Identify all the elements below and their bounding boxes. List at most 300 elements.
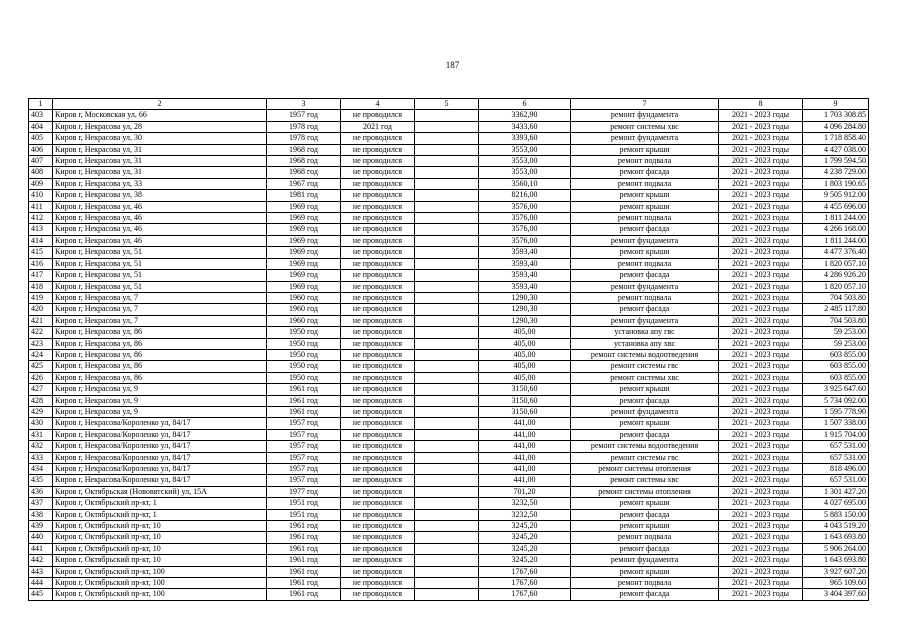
- table-row: [29, 566, 869, 577]
- reserved-cell: [415, 178, 479, 189]
- last-repair-year-cell: не проводился: [341, 509, 415, 520]
- address-cell: Киров г, Некрасова ул, 30: [53, 133, 267, 144]
- work-type-cell: ремонт крыши: [571, 498, 719, 509]
- period-cell: 2021 - 2023 годы: [719, 555, 803, 566]
- row-number-cell: 406: [29, 144, 53, 155]
- period-cell: 2021 - 2023 годы: [719, 235, 803, 246]
- row-number-cell: 427: [29, 384, 53, 395]
- cost-cell: 1 301 427.20: [803, 486, 869, 497]
- work-type-cell: установка апу гвс: [571, 327, 719, 338]
- area-cell: 3560,10: [479, 178, 571, 189]
- cost-cell: 1 803 190.65: [803, 178, 869, 189]
- table-row: [29, 498, 869, 509]
- row-number-cell: 412: [29, 213, 53, 224]
- last-repair-year-cell: не проводился: [341, 475, 415, 486]
- area-cell: 405,00: [479, 338, 571, 349]
- period-cell: 2021 - 2023 годы: [719, 464, 803, 475]
- row-number-cell: 437: [29, 498, 53, 509]
- work-type-cell: ремонт крыши: [571, 418, 719, 429]
- last-repair-year-cell: не проводился: [341, 327, 415, 338]
- table-row: [29, 464, 869, 475]
- work-type-cell: установка апу хвс: [571, 338, 719, 349]
- period-cell: 2021 - 2023 годы: [719, 270, 803, 281]
- address-cell: Киров г, Некрасова ул, 86: [53, 372, 267, 383]
- period-cell: 2021 - 2023 годы: [719, 133, 803, 144]
- build-year-cell: 1961 год: [267, 384, 341, 395]
- address-cell: Киров г, Некрасова/Короленко ул, 84/17: [53, 418, 267, 429]
- build-year-cell: 1957 год: [267, 110, 341, 121]
- reserved-cell: [415, 144, 479, 155]
- work-type-cell: ремонт фундамента: [571, 133, 719, 144]
- table-row: [29, 361, 869, 372]
- table-row: [29, 315, 869, 326]
- work-type-cell: ремонт фасада: [571, 395, 719, 406]
- build-year-cell: 1969 год: [267, 258, 341, 269]
- build-year-cell: 1961 год: [267, 532, 341, 543]
- address-cell: Киров г, Некрасова ул, 7: [53, 304, 267, 315]
- row-number-cell: 435: [29, 475, 53, 486]
- area-cell: 3150,60: [479, 384, 571, 395]
- work-type-cell: ремонт крыши: [571, 201, 719, 212]
- build-year-cell: 1960 год: [267, 304, 341, 315]
- row-number-cell: 436: [29, 486, 53, 497]
- work-type-cell: ремонт фундамента: [571, 315, 719, 326]
- build-year-cell: 1950 год: [267, 372, 341, 383]
- row-number-cell: 443: [29, 566, 53, 577]
- area-cell: 3553,00: [479, 156, 571, 167]
- reserved-cell: [415, 201, 479, 212]
- cost-cell: 1 703 308.85: [803, 110, 869, 121]
- cost-cell: 5 883 150.00: [803, 509, 869, 520]
- period-cell: 2021 - 2023 годы: [719, 201, 803, 212]
- work-type-cell: ремонт крыши: [571, 521, 719, 532]
- reserved-cell: [415, 258, 479, 269]
- row-number-cell: 444: [29, 578, 53, 589]
- period-cell: 2021 - 2023 годы: [719, 327, 803, 338]
- area-cell: 3593,40: [479, 281, 571, 292]
- table-row: [29, 213, 869, 224]
- row-number-cell: 428: [29, 395, 53, 406]
- address-cell: Киров г, Октябрьский пр-кт, 1: [53, 498, 267, 509]
- last-repair-year-cell: не проводился: [341, 498, 415, 509]
- reserved-cell: [415, 338, 479, 349]
- reserved-cell: [415, 372, 479, 383]
- period-cell: 2021 - 2023 годы: [719, 452, 803, 463]
- cost-cell: 704 503.80: [803, 315, 869, 326]
- address-cell: Киров г, Некрасова/Короленко ул, 84/17: [53, 429, 267, 440]
- reserved-cell: [415, 509, 479, 520]
- row-number-cell: 414: [29, 235, 53, 246]
- address-cell: Киров г, Некрасова ул, 7: [53, 315, 267, 326]
- work-type-cell: ремонт системы отопления: [571, 464, 719, 475]
- work-type-cell: ремонт крыши: [571, 144, 719, 155]
- table-row: [29, 429, 869, 440]
- cost-cell: 1 643 693.80: [803, 532, 869, 543]
- work-type-cell: ремонт фасада: [571, 270, 719, 281]
- row-number-cell: 418: [29, 281, 53, 292]
- table-row: [29, 543, 869, 554]
- cost-cell: 657 531.00: [803, 452, 869, 463]
- build-year-cell: 1961 год: [267, 578, 341, 589]
- row-number-cell: 415: [29, 247, 53, 258]
- table-row: [29, 258, 869, 269]
- row-number-cell: 434: [29, 464, 53, 475]
- reserved-cell: [415, 589, 479, 600]
- table-row: [29, 532, 869, 543]
- area-cell: 441,00: [479, 464, 571, 475]
- build-year-cell: 1969 год: [267, 270, 341, 281]
- last-repair-year-cell: не проводился: [341, 589, 415, 600]
- row-number-cell: 420: [29, 304, 53, 315]
- work-type-cell: ремонт подвала: [571, 292, 719, 303]
- reserved-cell: [415, 327, 479, 338]
- work-type-cell: ремонт системы хвс: [571, 372, 719, 383]
- area-cell: 3150,60: [479, 395, 571, 406]
- cost-cell: 4 266 168.00: [803, 224, 869, 235]
- row-number-cell: 409: [29, 178, 53, 189]
- area-cell: 1290,30: [479, 292, 571, 303]
- cost-cell: 603 855.00: [803, 372, 869, 383]
- cost-cell: 704 503.80: [803, 292, 869, 303]
- period-cell: 2021 - 2023 годы: [719, 110, 803, 121]
- table-row: [29, 167, 869, 178]
- table-row: [29, 349, 869, 360]
- address-cell: Киров г, Некрасова/Короленко ул, 84/17: [53, 464, 267, 475]
- address-cell: Киров г, Некрасова ул, 86: [53, 361, 267, 372]
- cost-cell: 5 734 092.00: [803, 395, 869, 406]
- address-cell: Киров г, Некрасова ул, 51: [53, 258, 267, 269]
- last-repair-year-cell: не проводился: [341, 532, 415, 543]
- last-repair-year-cell: не проводился: [341, 224, 415, 235]
- build-year-cell: 1969 год: [267, 235, 341, 246]
- cost-cell: 3 404 397.60: [803, 589, 869, 600]
- work-type-cell: ремонт системы гвс: [571, 452, 719, 463]
- address-cell: Киров г, Некрасова ул, 28: [53, 121, 267, 132]
- address-cell: Киров г, Некрасова ул, 9: [53, 406, 267, 417]
- build-year-cell: 1961 год: [267, 543, 341, 554]
- row-number-cell: 417: [29, 270, 53, 281]
- address-cell: Киров г, Некрасова ул, 46: [53, 201, 267, 212]
- cost-cell: 1 799 594.50: [803, 156, 869, 167]
- period-cell: 2021 - 2023 годы: [719, 441, 803, 452]
- column-number-6: 6: [479, 99, 571, 110]
- period-cell: 2021 - 2023 годы: [719, 315, 803, 326]
- table-row: [29, 281, 869, 292]
- area-cell: 3245,20: [479, 543, 571, 554]
- build-year-cell: 1950 год: [267, 327, 341, 338]
- row-number-cell: 441: [29, 543, 53, 554]
- build-year-cell: 1968 год: [267, 156, 341, 167]
- reserved-cell: [415, 521, 479, 532]
- address-cell: Киров г, Некрасова ул, 86: [53, 338, 267, 349]
- period-cell: 2021 - 2023 годы: [719, 395, 803, 406]
- last-repair-year-cell: не проводился: [341, 452, 415, 463]
- reserved-cell: [415, 190, 479, 201]
- period-cell: 2021 - 2023 годы: [719, 292, 803, 303]
- build-year-cell: 1969 год: [267, 213, 341, 224]
- cost-cell: 3 927 607.20: [803, 566, 869, 577]
- build-year-cell: 1969 год: [267, 247, 341, 258]
- row-number-cell: 413: [29, 224, 53, 235]
- period-cell: 2021 - 2023 годы: [719, 178, 803, 189]
- cost-cell: 1 595 778.90: [803, 406, 869, 417]
- table-row: [29, 190, 869, 201]
- period-cell: 2021 - 2023 годы: [719, 372, 803, 383]
- area-cell: 3576,00: [479, 213, 571, 224]
- last-repair-year-cell: не проводился: [341, 304, 415, 315]
- address-cell: Киров г, Некрасова ул, 86: [53, 349, 267, 360]
- last-repair-year-cell: не проводился: [341, 555, 415, 566]
- reserved-cell: [415, 384, 479, 395]
- period-cell: 2021 - 2023 годы: [719, 190, 803, 201]
- last-repair-year-cell: не проводился: [341, 167, 415, 178]
- table-row: [29, 509, 869, 520]
- reserved-cell: [415, 270, 479, 281]
- reserved-cell: [415, 441, 479, 452]
- build-year-cell: 1978 год: [267, 133, 341, 144]
- row-number-cell: 433: [29, 452, 53, 463]
- period-cell: 2021 - 2023 годы: [719, 384, 803, 395]
- build-year-cell: 1961 год: [267, 555, 341, 566]
- column-number-5: 5: [415, 99, 479, 110]
- reserved-cell: [415, 235, 479, 246]
- area-cell: 3553,00: [479, 144, 571, 155]
- area-cell: 441,00: [479, 429, 571, 440]
- reserved-cell: [415, 167, 479, 178]
- address-cell: Киров г, Некрасова ул, 9: [53, 384, 267, 395]
- build-year-cell: 1951 год: [267, 509, 341, 520]
- table-row: [29, 270, 869, 281]
- table-row: [29, 578, 869, 589]
- build-year-cell: 1960 год: [267, 292, 341, 303]
- table-row: [29, 395, 869, 406]
- area-cell: 441,00: [479, 452, 571, 463]
- period-cell: 2021 - 2023 годы: [719, 509, 803, 520]
- area-cell: 3433,60: [479, 121, 571, 132]
- row-number-cell: 424: [29, 349, 53, 360]
- period-cell: 2021 - 2023 годы: [719, 429, 803, 440]
- reserved-cell: [415, 555, 479, 566]
- work-type-cell: ремонт фасада: [571, 589, 719, 600]
- table-row: [29, 418, 869, 429]
- address-cell: Киров г, Октябрьский пр-кт, 100: [53, 578, 267, 589]
- row-number-cell: 411: [29, 201, 53, 212]
- build-year-cell: 1961 год: [267, 521, 341, 532]
- cost-cell: 965 109.60: [803, 578, 869, 589]
- last-repair-year-cell: не проводился: [341, 372, 415, 383]
- period-cell: 2021 - 2023 годы: [719, 247, 803, 258]
- work-type-cell: ремонт фундамента: [571, 235, 719, 246]
- row-number-cell: 442: [29, 555, 53, 566]
- table-row: [29, 224, 869, 235]
- last-repair-year-cell: не проводился: [341, 521, 415, 532]
- work-type-cell: ремонт крыши: [571, 384, 719, 395]
- reserved-cell: [415, 395, 479, 406]
- address-cell: Киров г, Некрасова ул, 86: [53, 327, 267, 338]
- last-repair-year-cell: не проводился: [341, 133, 415, 144]
- table-row: [29, 121, 869, 132]
- work-type-cell: ремонт системы отопления: [571, 486, 719, 497]
- last-repair-year-cell: не проводился: [341, 201, 415, 212]
- work-type-cell: ремонт фасада: [571, 304, 719, 315]
- row-number-cell: 445: [29, 589, 53, 600]
- cost-cell: 603 855.00: [803, 361, 869, 372]
- row-number-cell: 408: [29, 167, 53, 178]
- area-cell: 441,00: [479, 475, 571, 486]
- address-cell: Киров г, Октябрьская (Нововятский) ул, 15А: [53, 486, 267, 497]
- last-repair-year-cell: не проводился: [341, 384, 415, 395]
- build-year-cell: 1957 год: [267, 464, 341, 475]
- area-cell: 701,20: [479, 486, 571, 497]
- cost-cell: 4 238 729.00: [803, 167, 869, 178]
- last-repair-year-cell: не проводился: [341, 292, 415, 303]
- reserved-cell: [415, 361, 479, 372]
- work-type-cell: ремонт фасада: [571, 224, 719, 235]
- table-row: [29, 441, 869, 452]
- reserved-cell: [415, 486, 479, 497]
- work-type-cell: ремонт подвала: [571, 178, 719, 189]
- cost-cell: 2 485 117.80: [803, 304, 869, 315]
- cost-cell: 4 043 519.20: [803, 521, 869, 532]
- column-number-1: 1: [29, 99, 53, 110]
- capital-repair-table: [28, 98, 869, 601]
- address-cell: Киров г, Некрасова ул, 9: [53, 395, 267, 406]
- area-cell: 3393,60: [479, 133, 571, 144]
- area-cell: 3576,00: [479, 224, 571, 235]
- area-cell: 3245,20: [479, 555, 571, 566]
- page-number: 187: [445, 60, 460, 70]
- reserved-cell: [415, 578, 479, 589]
- table-row: [29, 589, 869, 600]
- address-cell: Киров г, Некрасова ул, 7: [53, 292, 267, 303]
- reserved-cell: [415, 224, 479, 235]
- cost-cell: 657 531.00: [803, 441, 869, 452]
- last-repair-year-cell: не проводился: [341, 110, 415, 121]
- cost-cell: 1 915 704.00: [803, 429, 869, 440]
- cost-cell: 59 253.00: [803, 327, 869, 338]
- cost-cell: 1 811 244.00: [803, 213, 869, 224]
- work-type-cell: ремонт фасада: [571, 543, 719, 554]
- build-year-cell: 1967 год: [267, 178, 341, 189]
- period-cell: 2021 - 2023 годы: [719, 406, 803, 417]
- address-cell: Киров г, Октябрьский пр-кт, 10: [53, 543, 267, 554]
- build-year-cell: 1969 год: [267, 201, 341, 212]
- cost-cell: 9 505 912.00: [803, 190, 869, 201]
- table-row: [29, 304, 869, 315]
- reserved-cell: [415, 543, 479, 554]
- row-number-cell: 426: [29, 372, 53, 383]
- reserved-cell: [415, 213, 479, 224]
- area-cell: 405,00: [479, 372, 571, 383]
- table-row: [29, 178, 869, 189]
- reserved-cell: [415, 292, 479, 303]
- area-cell: 3593,40: [479, 270, 571, 281]
- last-repair-year-cell: не проводился: [341, 190, 415, 201]
- period-cell: 2021 - 2023 годы: [719, 498, 803, 509]
- address-cell: Киров г, Октябрьский пр-кт, 10: [53, 521, 267, 532]
- last-repair-year-cell: не проводился: [341, 338, 415, 349]
- last-repair-year-cell: не проводился: [341, 315, 415, 326]
- build-year-cell: 1977 год: [267, 486, 341, 497]
- row-number-cell: 407: [29, 156, 53, 167]
- last-repair-year-cell: не проводился: [341, 429, 415, 440]
- table-row: [29, 144, 869, 155]
- work-type-cell: ремонт фундамента: [571, 110, 719, 121]
- work-type-cell: ремонт фасада: [571, 509, 719, 520]
- work-type-cell: ремонт крыши: [571, 190, 719, 201]
- row-number-cell: 429: [29, 406, 53, 417]
- build-year-cell: 1969 год: [267, 224, 341, 235]
- period-cell: 2021 - 2023 годы: [719, 338, 803, 349]
- address-cell: Киров г, Некрасова ул, 51: [53, 247, 267, 258]
- period-cell: 2021 - 2023 годы: [719, 156, 803, 167]
- address-cell: Киров г, Октябрьский пр-кт, 100: [53, 589, 267, 600]
- row-number-cell: 439: [29, 521, 53, 532]
- period-cell: 2021 - 2023 годы: [719, 566, 803, 577]
- area-cell: 1767,60: [479, 578, 571, 589]
- row-number-cell: 423: [29, 338, 53, 349]
- cost-cell: 1 643 693.80: [803, 555, 869, 566]
- period-cell: 2021 - 2023 годы: [719, 361, 803, 372]
- cost-cell: 3 925 647.60: [803, 384, 869, 395]
- build-year-cell: 1950 год: [267, 361, 341, 372]
- build-year-cell: 1960 год: [267, 315, 341, 326]
- build-year-cell: 1968 год: [267, 167, 341, 178]
- address-cell: Киров г, Некрасова ул, 46: [53, 213, 267, 224]
- reserved-cell: [415, 121, 479, 132]
- period-cell: 2021 - 2023 годы: [719, 281, 803, 292]
- column-number-9: 9: [803, 99, 869, 110]
- cost-cell: 4 477 376.40: [803, 247, 869, 258]
- area-cell: 1767,60: [479, 566, 571, 577]
- reserved-cell: [415, 464, 479, 475]
- last-repair-year-cell: не проводился: [341, 281, 415, 292]
- build-year-cell: 1950 год: [267, 349, 341, 360]
- area-cell: 3576,00: [479, 235, 571, 246]
- work-type-cell: ремонт системы хвс: [571, 475, 719, 486]
- period-cell: 2021 - 2023 годы: [719, 349, 803, 360]
- reserved-cell: [415, 315, 479, 326]
- row-number-cell: 440: [29, 532, 53, 543]
- last-repair-year-cell: не проводился: [341, 566, 415, 577]
- table-row: [29, 486, 869, 497]
- area-cell: 1290,30: [479, 304, 571, 315]
- cost-cell: 818 496.00: [803, 464, 869, 475]
- build-year-cell: 1981 год: [267, 190, 341, 201]
- cost-cell: 603 855.00: [803, 349, 869, 360]
- last-repair-year-cell: не проводился: [341, 144, 415, 155]
- address-cell: Киров г, Октябрьский пр-кт, 10: [53, 555, 267, 566]
- last-repair-year-cell: не проводился: [341, 486, 415, 497]
- table-row: [29, 327, 869, 338]
- cost-cell: 1 811 244.00: [803, 235, 869, 246]
- area-cell: 3232,50: [479, 498, 571, 509]
- period-cell: 2021 - 2023 годы: [719, 167, 803, 178]
- row-number-cell: 430: [29, 418, 53, 429]
- reserved-cell: [415, 566, 479, 577]
- work-type-cell: ремонт фундамента: [571, 555, 719, 566]
- address-cell: Киров г, Некрасова/Короленко ул, 84/17: [53, 452, 267, 463]
- reserved-cell: [415, 429, 479, 440]
- last-repair-year-cell: не проводился: [341, 543, 415, 554]
- column-number-3: 3: [267, 99, 341, 110]
- reserved-cell: [415, 156, 479, 167]
- row-number-cell: 425: [29, 361, 53, 372]
- period-cell: 2021 - 2023 годы: [719, 486, 803, 497]
- column-number-row: [29, 99, 869, 110]
- area-cell: 3576,00: [479, 201, 571, 212]
- last-repair-year-cell: 2021 год: [341, 121, 415, 132]
